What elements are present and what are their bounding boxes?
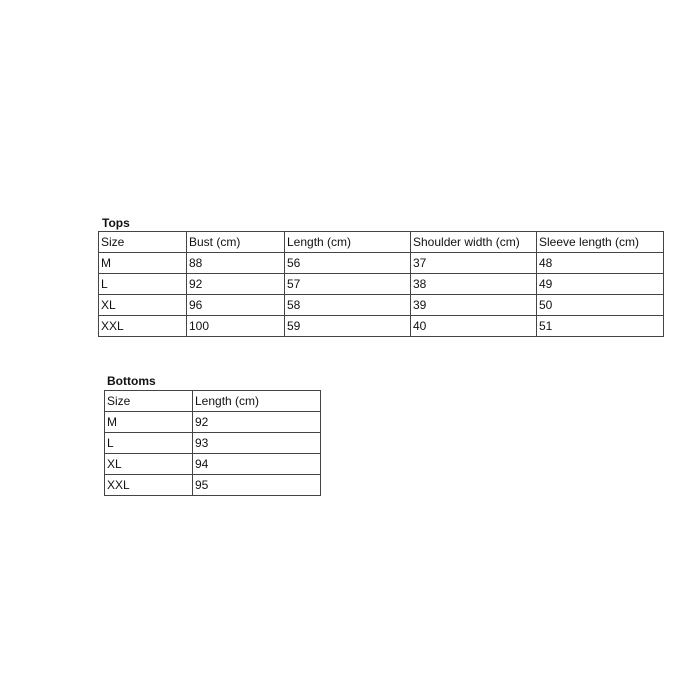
sleeve-length-cell: 49 — [537, 274, 664, 295]
sleeve-length-cell: 50 — [537, 295, 664, 316]
bust-cell: 92 — [187, 274, 285, 295]
tops-title: Tops — [102, 216, 130, 230]
length-cell: 94 — [193, 454, 321, 475]
table-header-row — [105, 391, 321, 412]
table-row — [105, 454, 321, 475]
length-cell: 59 — [285, 316, 411, 337]
header-cell: Sleeve length (cm) — [537, 232, 664, 253]
length-cell: 95 — [193, 475, 321, 496]
length-cell: 56 — [285, 253, 411, 274]
length-cell: 93 — [193, 433, 321, 454]
table-header-row — [99, 232, 664, 253]
header-cell: Size — [99, 232, 187, 253]
size-cell: M — [105, 412, 193, 433]
header-cell: Size — [105, 391, 193, 412]
bottoms-title: Bottoms — [107, 374, 156, 388]
shoulder-width-cell: 40 — [411, 316, 537, 337]
shoulder-width-cell: 39 — [411, 295, 537, 316]
header-cell: Shoulder width (cm) — [411, 232, 537, 253]
length-cell: 58 — [285, 295, 411, 316]
bottoms-size-table — [104, 390, 321, 496]
tops-size-table — [98, 231, 664, 337]
size-cell: L — [105, 433, 193, 454]
shoulder-width-cell: 37 — [411, 253, 537, 274]
sleeve-length-cell: 51 — [537, 316, 664, 337]
length-cell: 57 — [285, 274, 411, 295]
sleeve-length-cell: 48 — [537, 253, 664, 274]
size-cell: XXL — [105, 475, 193, 496]
size-cell: XL — [99, 295, 187, 316]
table-row — [99, 274, 664, 295]
shoulder-width-cell: 38 — [411, 274, 537, 295]
header-cell: Length (cm) — [285, 232, 411, 253]
header-cell: Length (cm) — [193, 391, 321, 412]
bust-cell: 100 — [187, 316, 285, 337]
table-row — [99, 253, 664, 274]
length-cell: 92 — [193, 412, 321, 433]
header-cell: Bust (cm) — [187, 232, 285, 253]
bust-cell: 96 — [187, 295, 285, 316]
bust-cell: 88 — [187, 253, 285, 274]
table-row — [99, 316, 664, 337]
size-cell: XL — [105, 454, 193, 475]
size-cell: L — [99, 274, 187, 295]
table-row — [99, 295, 664, 316]
size-cell: XXL — [99, 316, 187, 337]
table-row — [105, 433, 321, 454]
table-row — [105, 475, 321, 496]
size-cell: M — [99, 253, 187, 274]
table-row — [105, 412, 321, 433]
